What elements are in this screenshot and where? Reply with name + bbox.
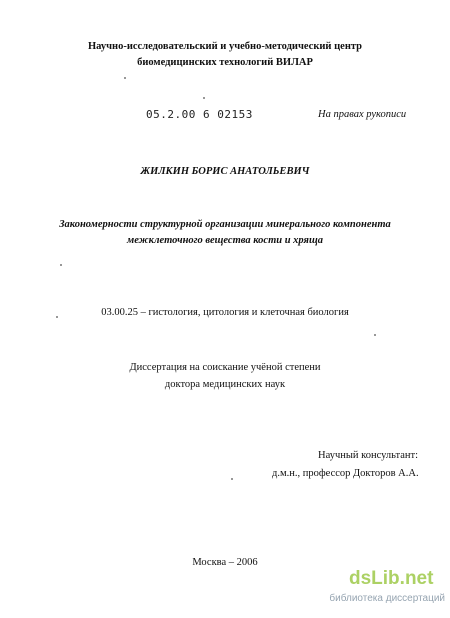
institution-line-2: биомедицинских технологий ВИЛАР <box>137 57 313 68</box>
catalog-code: 05.2.00 6 02153 <box>146 108 253 121</box>
degree-line-1: Диссертация на соискание учёной степени <box>129 362 321 373</box>
place-year: Москва – 2006 <box>192 557 258 568</box>
watermark-subtitle: библиотека диссертаций <box>329 593 445 604</box>
scan-speck <box>56 316 58 318</box>
thesis-title-line-1: Закономерности структурной организации минерального компонента <box>59 219 391 230</box>
author-name: ЖИЛКИН БОРИС АНАТОЛЬЕВИЧ <box>140 166 310 177</box>
thesis-title-line-2: межклеточного вещества кости и хряща <box>127 235 323 246</box>
consultant-label: Научный консультант: <box>318 450 419 461</box>
consultant-name: д.м.н., профессор Докторов А.А. <box>272 468 419 479</box>
watermark-site: dsLib.net <box>349 568 434 589</box>
degree-line-2: доктора медицинских наук <box>164 379 286 390</box>
scan-speck <box>60 264 62 266</box>
scan-speck <box>374 334 376 336</box>
watermark <box>329 568 447 612</box>
rights-note: На правах рукописи <box>318 109 407 120</box>
scan-speck <box>203 97 205 99</box>
scan-speck <box>231 478 233 480</box>
specialty: 03.00.25 – гистология, цитология и клеточная биология <box>101 307 349 318</box>
scan-speck <box>124 77 126 79</box>
institution-line-1: Научно-исследовательский и учебно-методический центр <box>87 41 362 52</box>
